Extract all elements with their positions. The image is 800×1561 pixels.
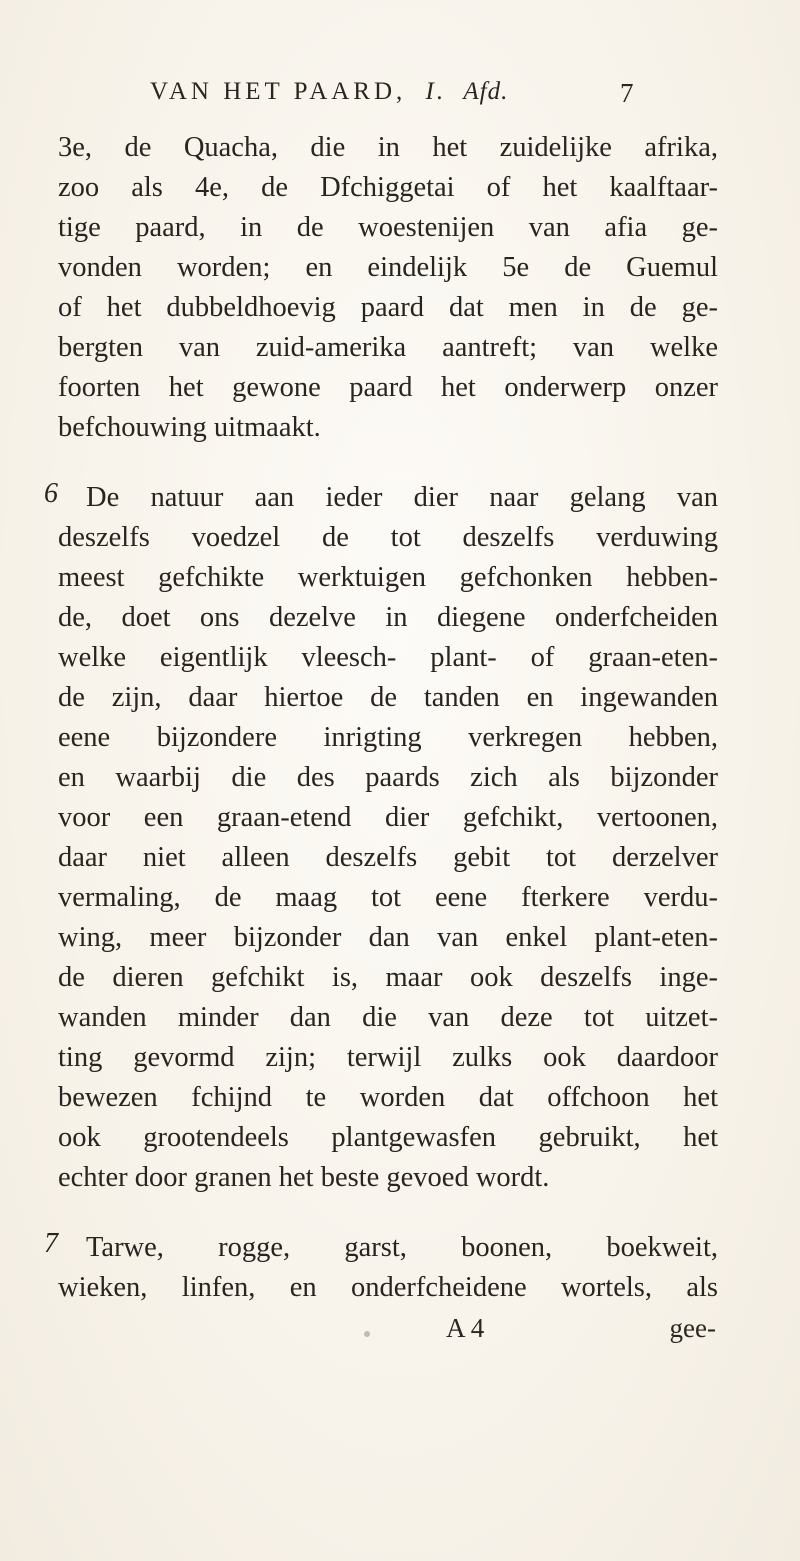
text-line: wing, meer bijzonder dan van enkel plant-eten- [58,922,718,953]
text-line: vermaling, de maag tot eene fterkere verdu- [58,882,718,913]
text-line: zoo als 4e, de Dfchiggetai of het kaalftaar- [58,172,718,203]
ink-speck [364,1331,370,1337]
text-line: wieken, linfen, en onderfcheidene wortels, als [58,1272,718,1303]
running-head [150,78,640,106]
paragraph-number: 7 [44,1228,58,1259]
text-line: bewezen fchijnd te worden dat offchoon het [58,1082,718,1113]
text-line: vonden worden; en eindelijk 5e de Guemul [58,252,718,283]
running-head-volume: I. [425,78,447,105]
text-line: meest gefchikte werktuigen gefchonken hebben- [58,562,718,593]
paragraph-number: 6 [44,478,58,509]
text-line: ting gevormd zijn; terwijl zulks ook daardoor [58,1042,718,1073]
text-line: foorten het gewone paard het onderwerp onzer [58,372,718,403]
running-head-title: VAN HET PAARD, [150,78,407,105]
text-line: de, doet ons dezelve in diegene onderfcheiden [58,602,718,633]
text-line: 3e, de Quacha, die in het zuidelijke afrika, [58,132,718,163]
page-number: 7 [620,78,634,108]
text-line: bergten van zuid-amerika aantreft; van welke [58,332,718,363]
running-head-section: Afd. [463,78,509,105]
text-line: Tarwe, rogge, garst, boonen, boekweit, [86,1232,718,1263]
paragraph-continued [58,128,718,448]
paragraph-6 [44,478,718,1198]
text-line: De natuur aan ieder dier naar gelang van [86,482,718,513]
page-footer [58,1308,718,1348]
text-line: de dieren gefchikt is, maar ook deszelfs inge- [58,962,718,993]
text-line: ook grootendeels plantgewasfen gebruikt, het [58,1122,718,1153]
text-line: tige paard, in de woestenijen van afia ge- [58,212,718,243]
text-line: voor een graan-etend dier gefchikt, vertoonen, [58,802,718,833]
text-line: befchouwing uitmaakt. [58,412,321,443]
text-line: de zijn, daar hiertoe de tanden en ingewanden [58,682,718,713]
text-line: deszelfs voedzel de tot deszelfs verduwing [58,522,718,553]
text-line: eene bijzondere inrigting verkregen hebben, [58,722,718,753]
body-text [44,128,718,1348]
text-line: wanden minder dan die van deze tot uitzet- [58,1002,718,1033]
text-line: welke eigentlijk vleesch- plant- of graan-eten- [58,642,718,673]
text-line: of het dubbeldhoevig paard dat men in de ge- [58,292,718,323]
paragraph-7 [44,1228,718,1308]
text-line: echter door granen het beste gevoed wordt. [58,1162,550,1193]
signature-mark: A 4 [446,1313,485,1343]
catchword: gee- [669,1313,716,1343]
text-line: daar niet alleen deszelfs gebit tot derzelver [58,842,718,873]
text-line: en waarbij die des paards zich als bijzonder [58,762,718,793]
